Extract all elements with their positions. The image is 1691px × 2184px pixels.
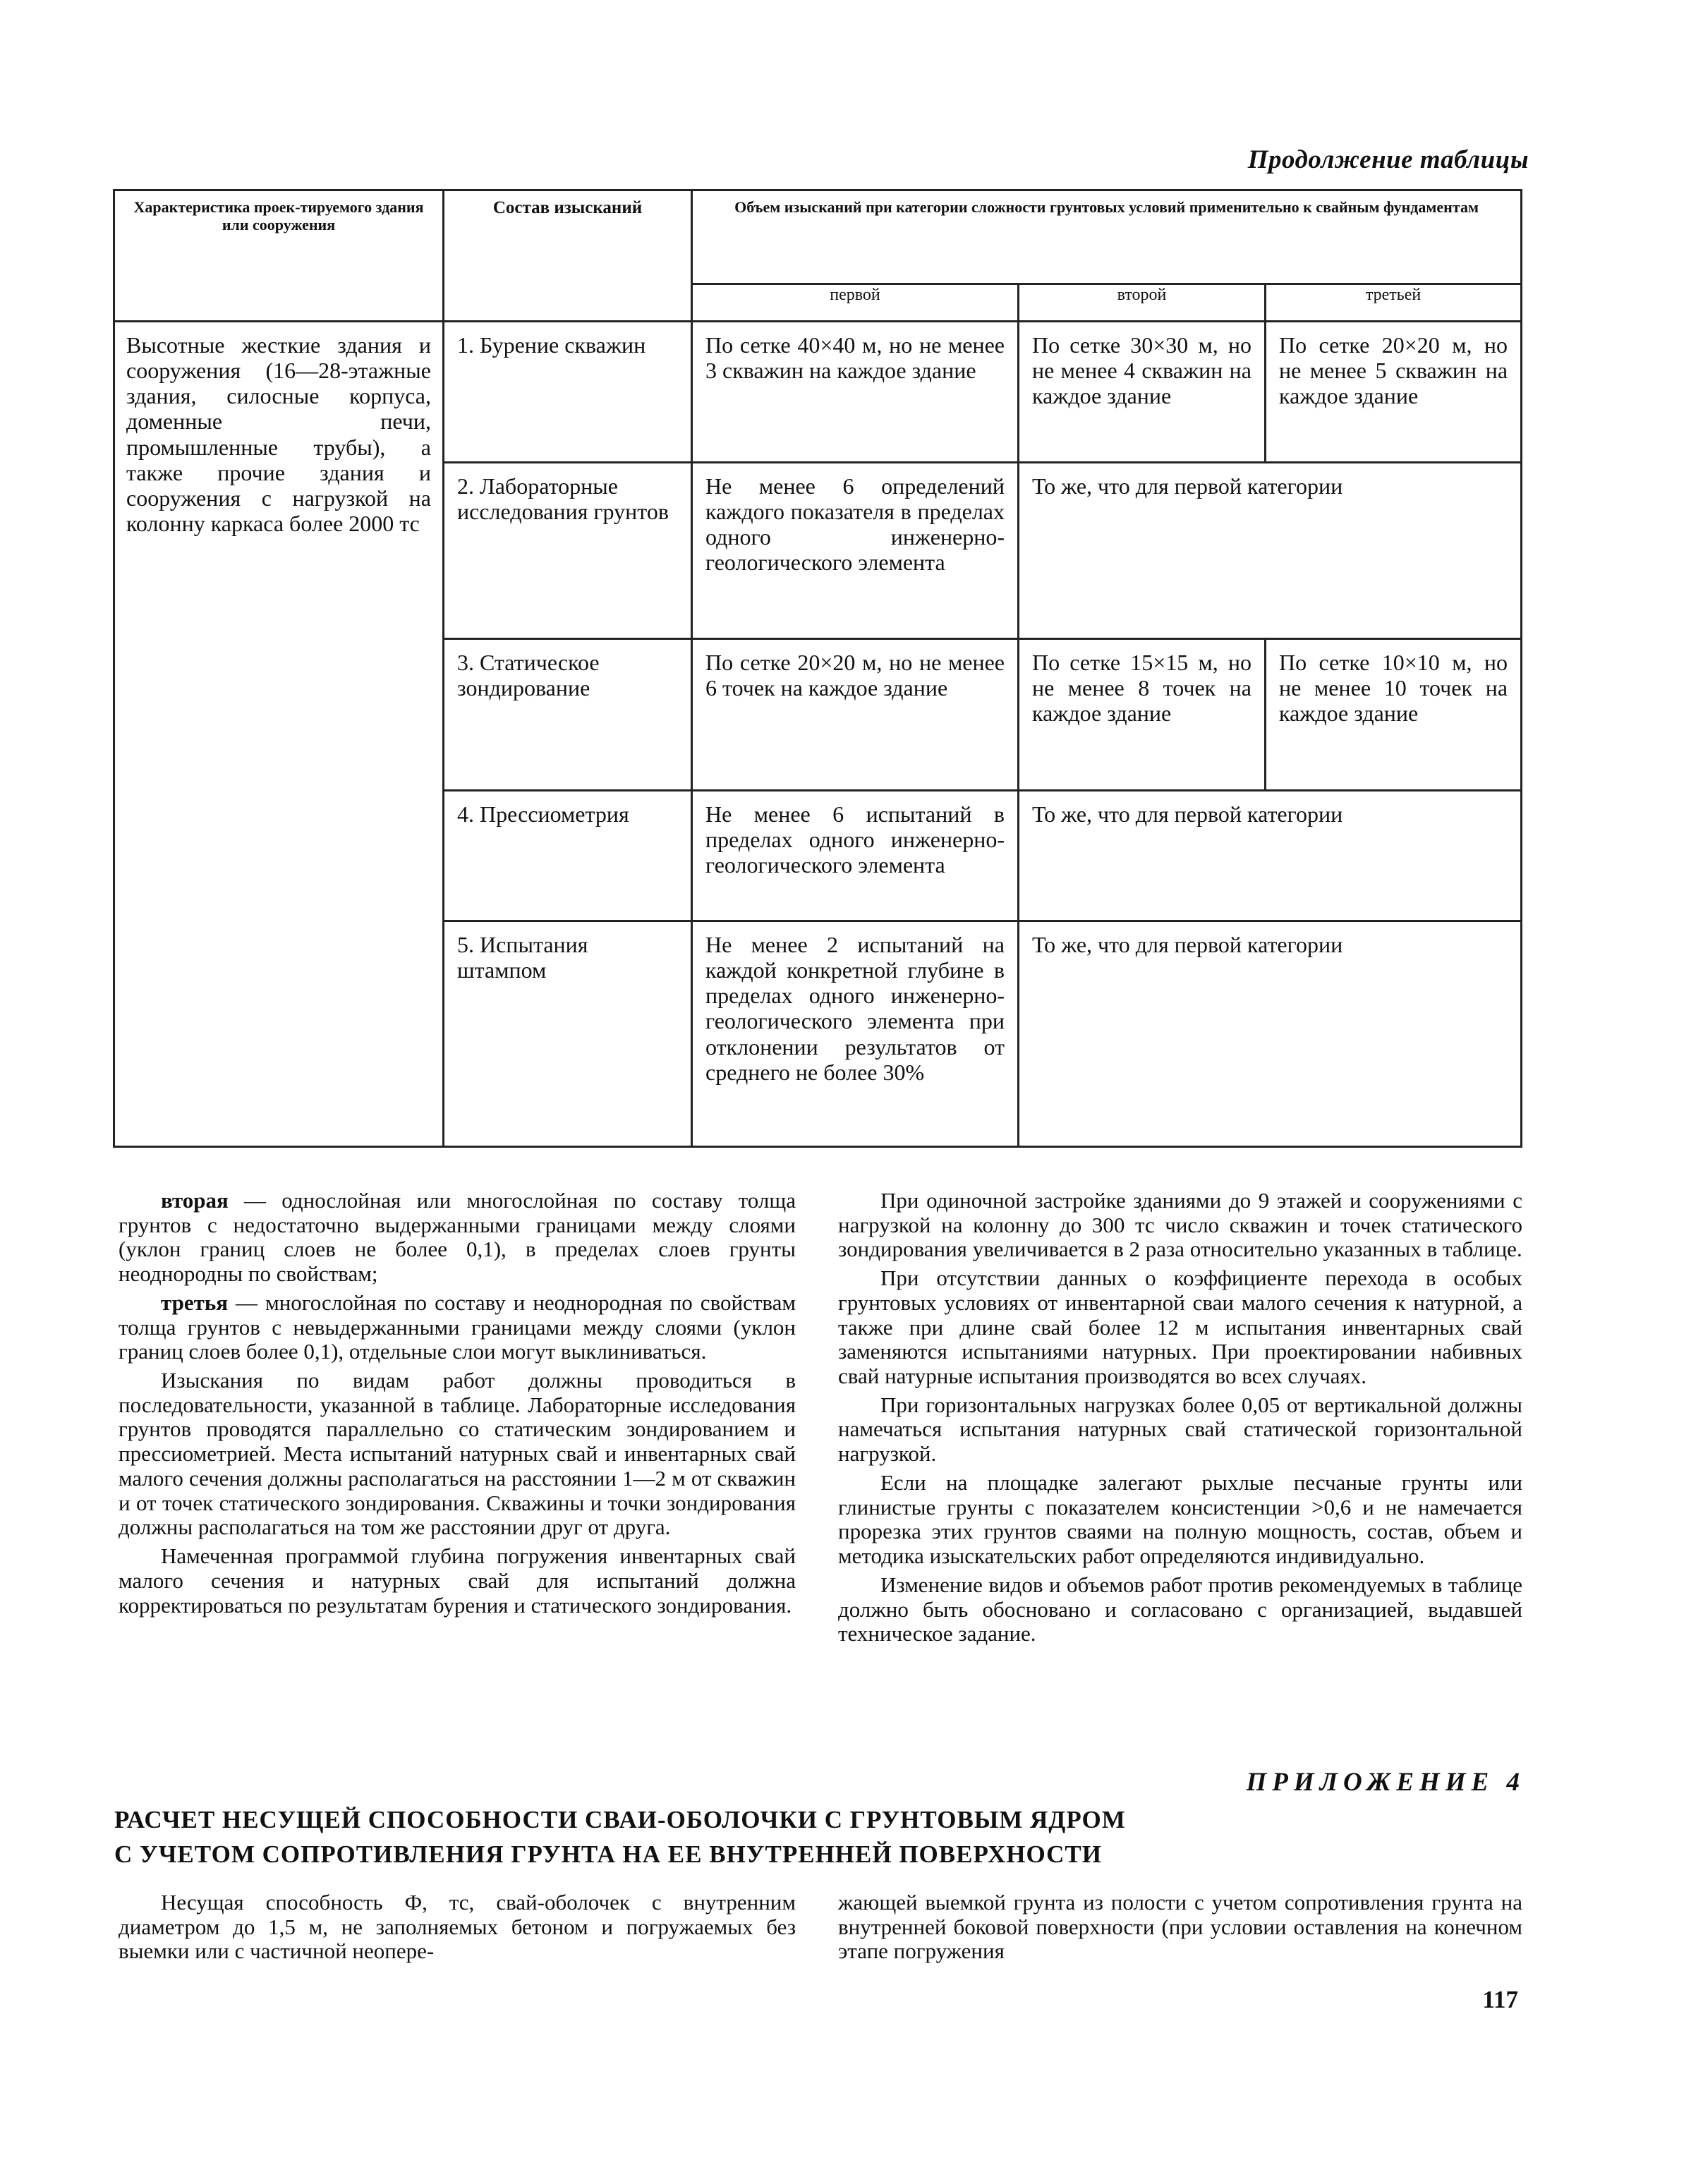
characteristic-cell: Высотные жесткие здания и сооружения (16—28-этажные здания, силосные корпуса, доменные печи, промышленные трубы), а также прочие здания и сооружения с нагрузкой на колонну каркаса более 2000 тс <box>114 322 444 1147</box>
right-text-column <box>838 1189 1522 1651</box>
appendix-right-column <box>838 1891 1522 1968</box>
work-cell: 3. Статическое зондирование <box>444 639 692 791</box>
paragraph: Несущая способность Ф, тс, свай-оболочек с внутренним диаметром до 1,5 м, не заполняемых бетоном и погружаемых без выемки или с частичной неопере- <box>119 1890 796 1964</box>
appendix-title: РАСЧЕТ НЕСУЩЕЙ СПОСОБНОСТИ СВАИ-ОБОЛОЧКИ С ГРУНТОВЫМ ЯДРОМ С УЧЕТОМ СОПРОТИВЛЕНИЯ ГРУНТА НА ЕЕ ВНУТРЕННЕЙ ПОВЕРХНОСТИ <box>114 1806 1126 1868</box>
term-third: третья <box>161 1290 228 1315</box>
second-cell: По сетке 30×30 м, но не менее 4 скважин на каждое здание <box>1019 322 1266 463</box>
paragraph: третья — многослойная по составу и неоднородная по свойствам толща грунтов с невыдержанными границами между слоями (уклон границ слоев более 0,1), отдельные слои могут выклиниваться. <box>119 1290 796 1364</box>
third-cell: По сетке 20×20 м, но не менее 5 скважин на каждое здание <box>1266 322 1522 463</box>
same-as-first-cell: То же, что для первой категории <box>1019 921 1522 1147</box>
table-row <box>114 322 1522 463</box>
work-cell: 1. Бурение скважин <box>444 322 692 463</box>
first-cell: Не менее 2 испытаний на каждой конкретной глубине в пределах одного инженерно-геологического элемента при отклонении результатов от среднего не более 30% <box>692 921 1019 1147</box>
header-volume-group: Объем изысканий при категории сложности грунтовых условий применительно к свайным фундаментам <box>692 190 1522 284</box>
header-first: первой <box>692 284 1019 322</box>
appendix-label: ПРИЛОЖЕНИЕ 4 <box>1246 1768 1525 1797</box>
work-cell: 2. Лабораторные исследования грунтов <box>444 463 692 639</box>
paragraph: Изменение видов и объемов работ против рекомендуемых в таблице должно быть обосновано и согласовано с организацией, выдавшей техническое задание. <box>838 1572 1522 1646</box>
paragraph: При горизонтальных нагрузках более 0,05 от вертикальной должны намечаться испытания натурных свай статической горизонтальной нагрузкой. <box>838 1392 1522 1467</box>
header-characteristic: Характеристика проек-тируемого здания или сооружения <box>114 190 444 322</box>
same-as-first-cell: То же, что для первой категории <box>1019 463 1522 639</box>
first-cell: По сетке 40×40 м, но не менее 3 скважин на каждое здание <box>692 322 1019 463</box>
header-survey-composition: Состав изысканий <box>444 190 692 322</box>
paragraph: Если на площадке залегают рыхлые песчаные грунты или глинистые грунты с показателем консистенции >0,6 и не намечается прорезка этих грунтов сваями на полную мощность, состав, объем и методика изыскательских работ определяются индивидуально. <box>838 1469 1522 1569</box>
paragraph: Изыскания по видам работ должны проводиться в последовательности, указанной в таблице. Лабораторные исследования грунтов проводятся параллельно со статическим зондированием и прессиометрией. Места испытаний натурных свай и инвентарных свай малого сечения должны располагаться на расстоянии 1—2 м от скважин и от точек статического зондирования. Скважины и точки зондирования должны располагаться на том же расстоянии друг от друга. <box>119 1368 796 1540</box>
work-cell: 5. Испытания штампом <box>444 921 692 1147</box>
term-second: вторая <box>161 1188 229 1213</box>
continuation-label: Продолжение таблицы <box>1247 145 1529 174</box>
page-number: 117 <box>1482 1986 1518 2013</box>
appendix-left-column <box>119 1891 796 1968</box>
paragraph: При одиночной застройке зданиями до 9 этажей и сооружениями с нагрузкой на колонну до 300 тс число скважин и точек статического зондирования увеличивается в 2 раза относительно указанных в таблице. <box>838 1188 1522 1262</box>
paragraph: жающей выемкой грунта из полости с учетом сопротивления грунта на внутренней боковой поверхности (при условии оставления на конечном этапе погружения <box>838 1890 1522 1964</box>
first-cell: По сетке 20×20 м, но не менее 6 точек на каждое здание <box>692 639 1019 791</box>
left-text-column <box>119 1189 796 1622</box>
first-cell: Не менее 6 испытаний в пределах одного инженерно-геологического элемента <box>692 791 1019 921</box>
work-cell: 4. Прессиометрия <box>444 791 692 921</box>
paragraph: При отсутствии данных о коэффициенте перехода в особых грунтовых условиях от инвентарной сваи малого сечения к натурной, а также при длине свай более 12 м испытания инвентарных свай заменяются испытаниями натурных. При проектировании набивных свай натурные испытания производятся во всех случаях. <box>838 1266 1522 1389</box>
header-third: третьей <box>1266 284 1522 322</box>
same-as-first-cell: То же, что для первой категории <box>1019 791 1522 921</box>
second-cell: По сетке 15×15 м, но не менее 8 точек на каждое здание <box>1019 639 1266 791</box>
header-second: второй <box>1019 284 1266 322</box>
third-cell: По сетке 10×10 м, но не менее 10 точек на каждое здание <box>1266 639 1522 791</box>
first-cell: Не менее 6 определений каждого показателя в пределах одного инженерно-геологического элемента <box>692 463 1019 639</box>
paragraph: Намеченная программой глубина погружения инвентарных свай малого сечения и натурных свай для испытаний должна корректироваться по результатам бурения и статического зондирования. <box>119 1543 796 1618</box>
paragraph: вторая — однослойная или многослойная по составу толща грунтов с недостаточно выдержанными границами между слоями (уклон границ слоев не более 0,1), в пределах слоев грунты неоднородны по свойствам; <box>119 1188 796 1287</box>
survey-table <box>113 189 1522 1148</box>
